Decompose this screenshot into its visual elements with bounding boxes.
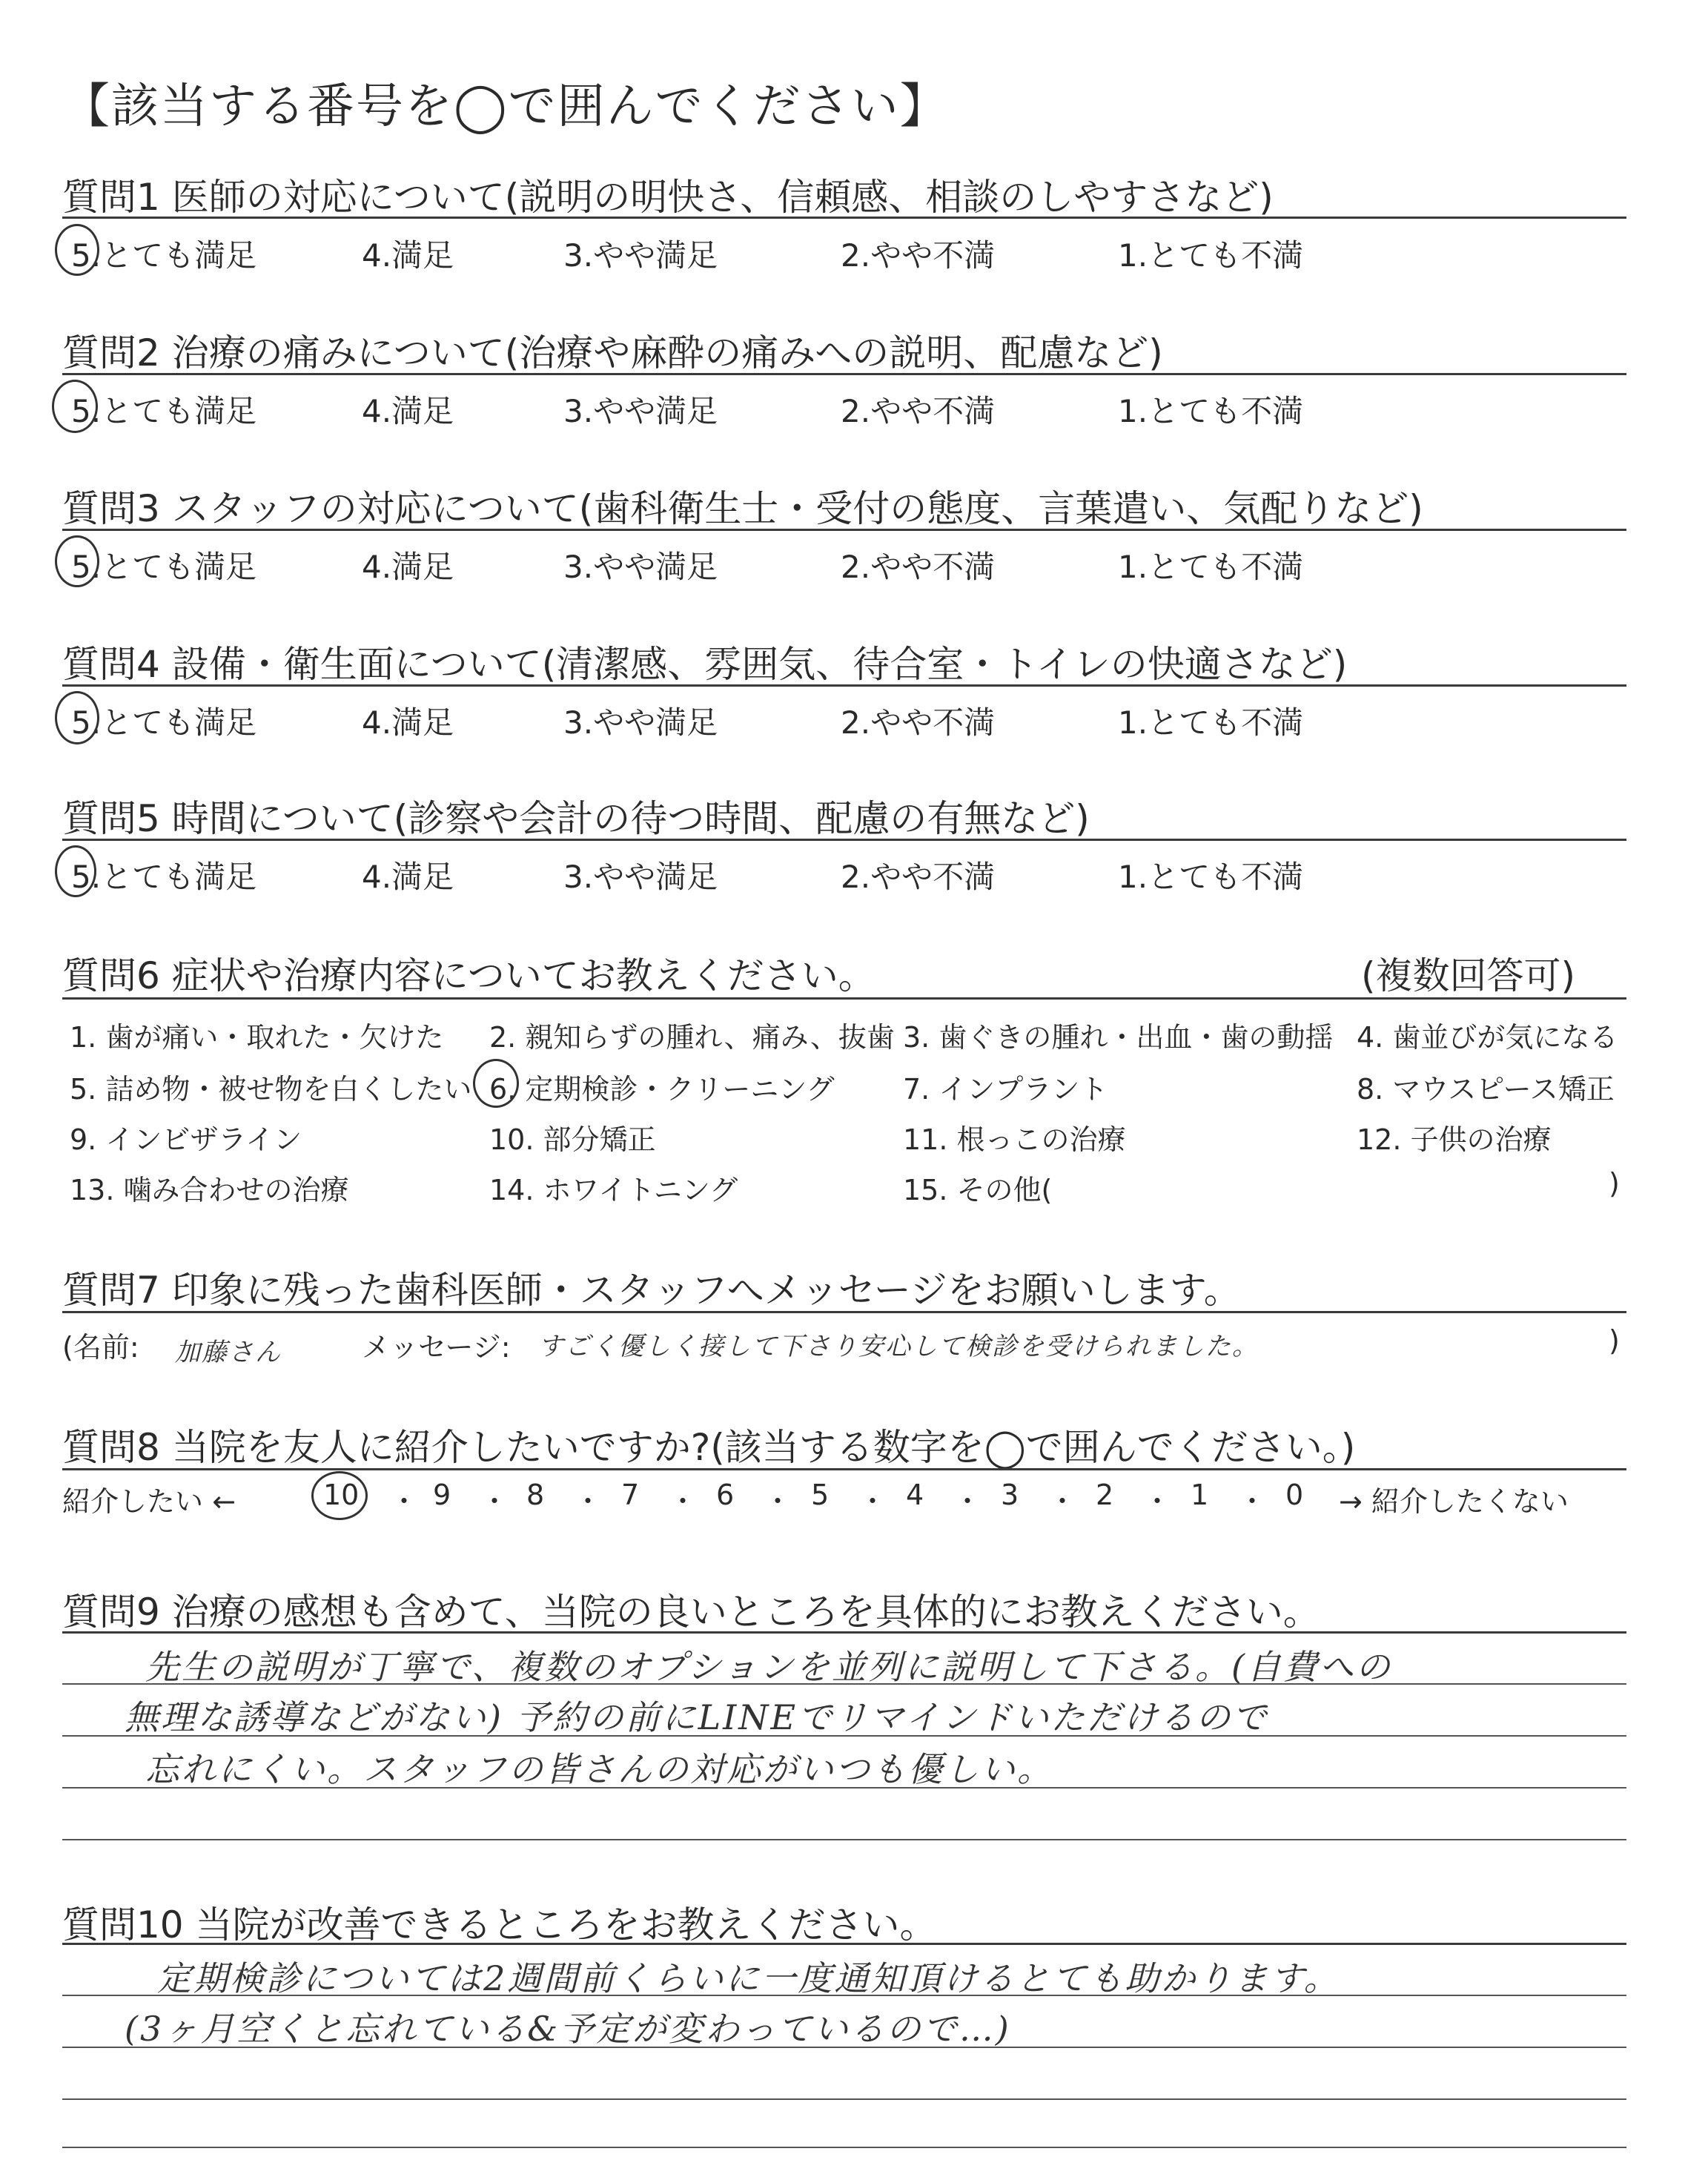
question-3-title: 質問3 スタッフの対応について(歯科衛生士・受付の態度、言葉遣い、気配りなど) bbox=[62, 487, 1423, 530]
q5-option-3[interactable]: 3.やや満足 bbox=[563, 859, 718, 895]
q6-option[interactable]: 7. インプラント bbox=[903, 1073, 1108, 1106]
q8-score-3[interactable]: 3 bbox=[1001, 1479, 1019, 1511]
selection-circle bbox=[311, 1471, 368, 1520]
q5-option-1[interactable]: 1.とても不満 bbox=[1118, 859, 1304, 895]
q9-answer-line-2[interactable]: 無理な誘導などがない) 予約の前にLINEでリマインドいただけるので bbox=[125, 1697, 1269, 1737]
answer-line bbox=[62, 2147, 1626, 2148]
divider bbox=[62, 839, 1626, 841]
answer-line bbox=[62, 1683, 1626, 1685]
q3-option-4[interactable]: 4.満足 bbox=[362, 549, 454, 585]
question-6-title: 質問6 症状や治療内容についてお教えください。 bbox=[62, 954, 875, 997]
q6-option[interactable]: 2. 親知らずの腫れ、痛み、抜歯 bbox=[489, 1021, 895, 1054]
q7-message-value[interactable]: すごく優しく接して下さり安心して検診を受けられました。 bbox=[538, 1332, 1259, 1361]
q8-left-label: 紹介したい ← bbox=[62, 1485, 236, 1518]
q8-score-9[interactable]: 9 bbox=[433, 1479, 451, 1511]
question-10-title: 質問10 当院が改善できるところをお教えください。 bbox=[62, 1903, 937, 1946]
question-1-title: 質問1 医師の対応について(説明の明快さ、信頼感、相談のしやすさなど) bbox=[62, 176, 1274, 219]
q6-option[interactable]: 13. 噛み合わせの治療 bbox=[70, 1174, 349, 1206]
q2-option-2[interactable]: 2.やや不満 bbox=[841, 393, 996, 429]
divider bbox=[62, 1311, 1626, 1313]
q5-option-2[interactable]: 2.やや不満 bbox=[841, 859, 996, 895]
q4-option-4[interactable]: 4.満足 bbox=[362, 704, 454, 741]
q10-answer-line-1[interactable]: 定期検診については2週間前くらいに一度通知頂けるとても助かります。 bbox=[157, 1958, 1340, 1998]
q2-option-5[interactable]: 5.とても満足 bbox=[71, 393, 257, 429]
divider bbox=[62, 529, 1626, 531]
q6-option[interactable]: 8. マウスピース矯正 bbox=[1357, 1073, 1615, 1106]
q6-option-selected[interactable]: 6. 定期検診・クリーニング bbox=[489, 1073, 835, 1106]
divider bbox=[62, 1631, 1626, 1634]
divider bbox=[62, 997, 1626, 1000]
q6-option[interactable]: 3. 歯ぐきの腫れ・出血・歯の動揺 bbox=[903, 1021, 1334, 1054]
selection-circle bbox=[473, 1059, 519, 1108]
q4-option-5[interactable]: 5.とても満足 bbox=[71, 704, 257, 741]
dot-separator: ・ bbox=[669, 1485, 698, 1518]
q5-option-4[interactable]: 4.満足 bbox=[362, 859, 454, 895]
q6-option[interactable]: 12. 子供の治療 bbox=[1357, 1123, 1552, 1156]
dot-separator: ・ bbox=[764, 1485, 792, 1518]
q7-message-label: メッセージ: bbox=[362, 1331, 511, 1364]
q1-option-5[interactable]: 5.とても満足 bbox=[71, 237, 257, 274]
selection-circle bbox=[55, 691, 99, 744]
q4-option-2[interactable]: 2.やや不満 bbox=[841, 704, 996, 741]
question-6-note: (複数回答可) bbox=[1361, 954, 1576, 997]
q8-score-10[interactable]: 10 bbox=[323, 1479, 360, 1511]
q2-option-4[interactable]: 4.満足 bbox=[362, 393, 454, 429]
selection-circle bbox=[55, 224, 99, 276]
divider bbox=[62, 1468, 1626, 1470]
q1-option-1[interactable]: 1.とても不満 bbox=[1118, 237, 1304, 274]
q3-option-3[interactable]: 3.やや満足 bbox=[563, 549, 718, 585]
q7-close-paren: ) bbox=[1609, 1324, 1620, 1357]
q6-option[interactable]: 5. 詰め物・被せ物を白くしたい bbox=[70, 1073, 472, 1106]
q8-right-label: → 紹介したくない bbox=[1339, 1485, 1569, 1518]
selection-circle bbox=[55, 535, 99, 587]
question-7-title: 質問7 印象に残った歯科医師・スタッフへメッセージをお願いします。 bbox=[62, 1269, 1241, 1312]
q6-option[interactable]: 10. 部分矯正 bbox=[489, 1123, 656, 1156]
question-5-title: 質問5 時間について(診察や会計の待つ時間、配慮の有無など) bbox=[62, 797, 1090, 840]
q6-option[interactable]: 11. 根っこの治療 bbox=[903, 1123, 1126, 1156]
q7-name-value[interactable]: 加藤さん bbox=[175, 1338, 282, 1367]
q6-option[interactable]: 4. 歯並びが気になる bbox=[1357, 1021, 1618, 1054]
q2-option-1[interactable]: 1.とても不満 bbox=[1118, 393, 1304, 429]
answer-line bbox=[62, 2047, 1626, 2048]
dot-separator: ・ bbox=[574, 1485, 603, 1518]
question-2-title: 質問2 治療の痛みについて(治療や麻酔の痛みへの説明、配慮など) bbox=[62, 331, 1163, 374]
q3-option-2[interactable]: 2.やや不満 bbox=[841, 549, 996, 585]
dot-separator: ・ bbox=[1238, 1485, 1267, 1518]
q7-name-label: (名前: bbox=[62, 1331, 139, 1364]
dot-separator: ・ bbox=[858, 1485, 887, 1518]
answer-line bbox=[62, 1735, 1626, 1737]
q8-score-6[interactable]: 6 bbox=[716, 1479, 735, 1511]
q1-option-3[interactable]: 3.やや満足 bbox=[563, 237, 718, 274]
q6-option[interactable]: 14. ホワイトニング bbox=[489, 1174, 738, 1206]
q6-option[interactable]: 9. インビザライン bbox=[70, 1123, 302, 1156]
q6-option[interactable]: 1. 歯が痛い・取れた・欠けた bbox=[70, 1021, 444, 1054]
question-9-title: 質問9 治療の感想も含めて、当院の良いところを具体的にお教えください。 bbox=[62, 1591, 1320, 1634]
q2-option-3[interactable]: 3.やや満足 bbox=[563, 393, 718, 429]
q8-score-5[interactable]: 5 bbox=[811, 1479, 830, 1511]
dot-separator: ・ bbox=[953, 1485, 982, 1518]
q3-option-1[interactable]: 1.とても不満 bbox=[1118, 549, 1304, 585]
q4-option-3[interactable]: 3.やや満足 bbox=[563, 704, 718, 741]
form-instruction: 【該当する番号を◯で囲んでください】 bbox=[62, 79, 949, 134]
dot-separator: ・ bbox=[1048, 1485, 1077, 1518]
q8-score-7[interactable]: 7 bbox=[621, 1479, 640, 1511]
q9-answer-line-1[interactable]: 先生の説明が丁寧で、複数のオプションを並列に説明して下さる。(自費への bbox=[145, 1647, 1392, 1687]
selection-circle bbox=[52, 380, 98, 433]
q6-other-close-paren: ) bbox=[1609, 1167, 1620, 1200]
divider bbox=[62, 684, 1626, 687]
question-4-title: 質問4 設備・衛生面について(清潔感、雰囲気、待合室・トイレの快適さなど) bbox=[62, 643, 1348, 686]
q5-option-5[interactable]: 5.とても満足 bbox=[71, 859, 257, 895]
question-8-title: 質問8 当院を友人に紹介したいですか?(該当する数字を◯で囲んでください。) bbox=[62, 1426, 1356, 1469]
q8-score-4[interactable]: 4 bbox=[906, 1479, 924, 1511]
divider bbox=[62, 373, 1626, 375]
answer-line bbox=[62, 1995, 1626, 1996]
q3-option-5[interactable]: 5.とても満足 bbox=[71, 549, 257, 585]
answer-line bbox=[62, 1787, 1626, 1789]
answer-line bbox=[62, 2098, 1626, 2100]
q6-option[interactable]: 15. その他( bbox=[903, 1174, 1053, 1206]
q1-option-2[interactable]: 2.やや不満 bbox=[841, 237, 996, 274]
dot-separator: ・ bbox=[480, 1485, 509, 1518]
q4-option-1[interactable]: 1.とても不満 bbox=[1118, 704, 1304, 741]
q8-score-8[interactable]: 8 bbox=[526, 1479, 545, 1511]
selection-circle bbox=[55, 845, 96, 897]
answer-line bbox=[62, 1839, 1626, 1840]
divider bbox=[62, 1943, 1626, 1945]
q9-answer-line-3[interactable]: 忘れにくい。スタッフの皆さんの対応がいつも優しい。 bbox=[145, 1749, 1053, 1789]
q10-answer-line-2[interactable]: (3ヶ月空くと忘れている&予定が変わっているので…) bbox=[125, 2009, 1011, 2049]
q1-option-4[interactable]: 4.満足 bbox=[362, 237, 454, 274]
dot-separator: ・ bbox=[1143, 1485, 1172, 1518]
dot-separator: ・ bbox=[390, 1485, 419, 1518]
divider bbox=[62, 217, 1626, 219]
q8-score-0[interactable]: 0 bbox=[1285, 1479, 1304, 1511]
q8-score-1[interactable]: 1 bbox=[1191, 1479, 1209, 1511]
q8-score-2[interactable]: 2 bbox=[1096, 1479, 1114, 1511]
